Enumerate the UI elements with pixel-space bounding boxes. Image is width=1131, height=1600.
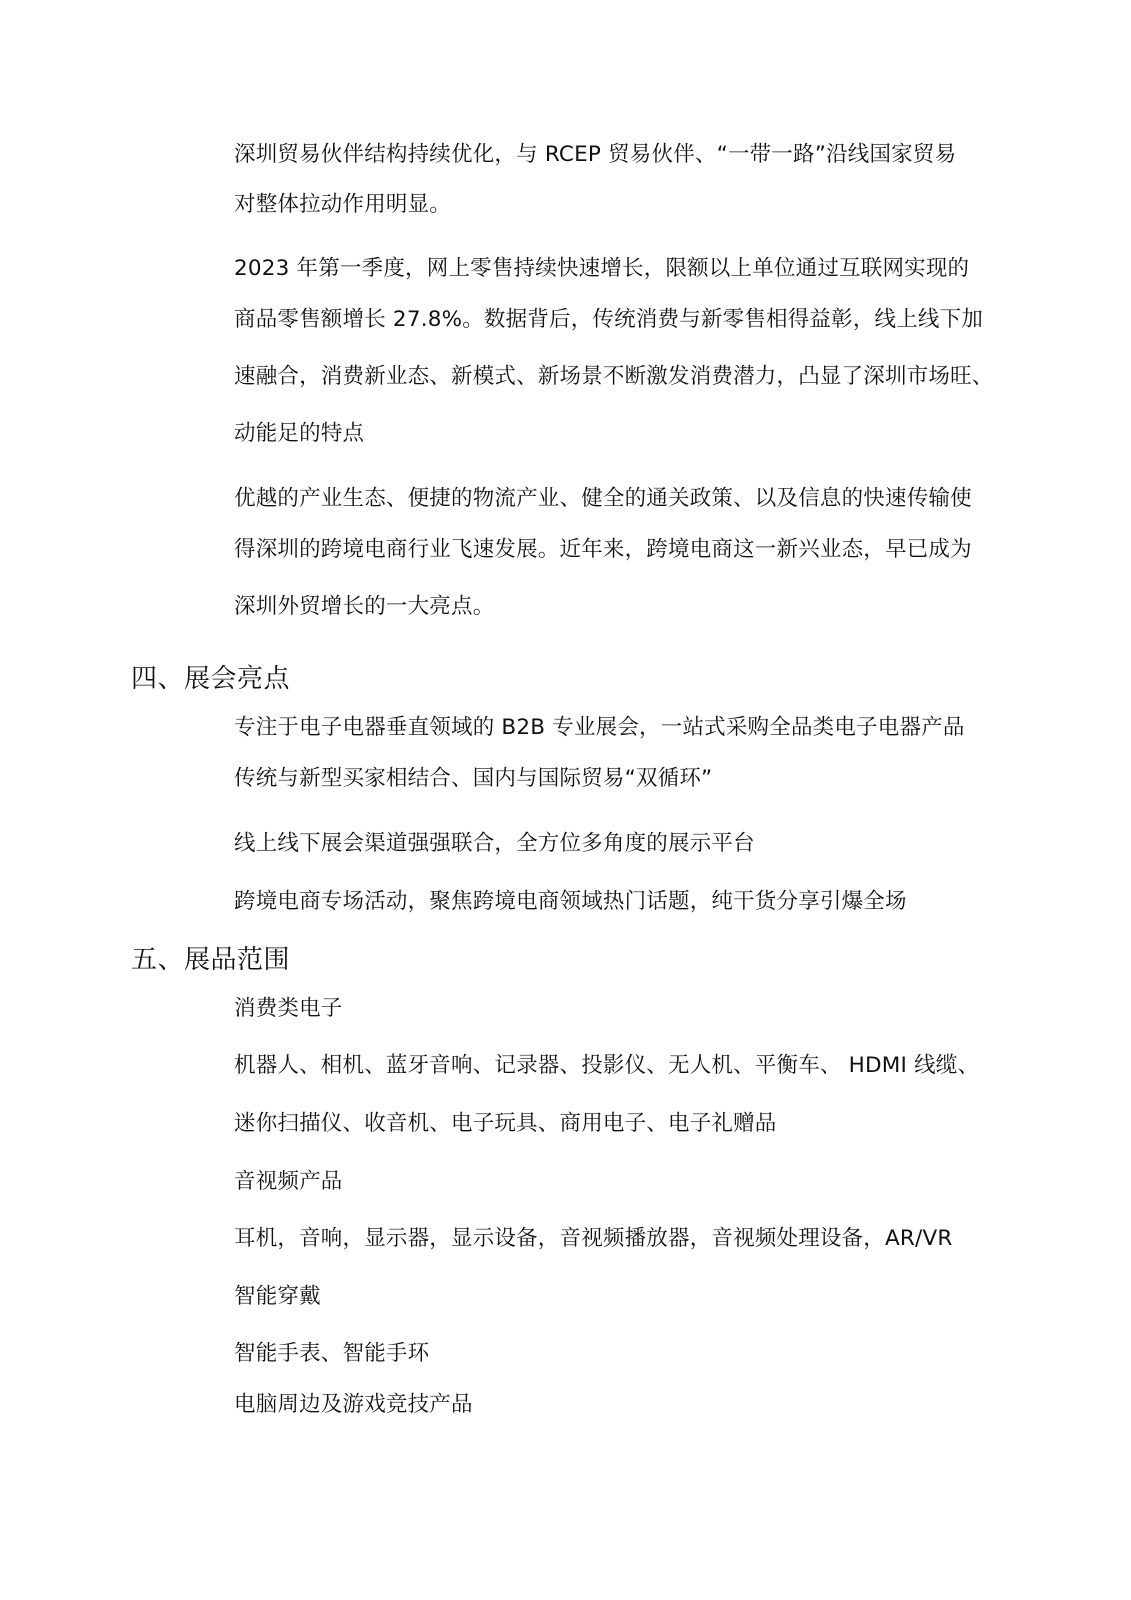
paragraph-line: 速融合，消费新业态、新模式、新场景不断激发消费潜力，凸显了深圳市场旺、 bbox=[234, 364, 994, 389]
paragraph-line: 2023 年第一季度，网上零售持续快速增长，限额以上单位通过互联网实现的 bbox=[234, 256, 970, 281]
paragraph-line: 优越的产业生态、便捷的物流产业、健全的通关政策、以及信息的快速传输使 bbox=[234, 486, 972, 511]
highlight-item: 跨境电商专场活动，聚焦跨境电商领域热门话题，纯干货分享引爆全场 bbox=[234, 889, 907, 914]
paragraph-line: 深圳外贸增长的一大亮点。 bbox=[234, 594, 495, 619]
category-title: 消费类电子 bbox=[234, 996, 343, 1021]
highlight-item: 专注于电子电器垂直领域的 B2B 专业展会，一站式采购全品类电子电器产品 bbox=[234, 715, 965, 740]
category-items: 迷你扫描仪、收音机、电子玩具、商用电子、电子礼赠品 bbox=[234, 1111, 777, 1136]
section-heading: 五、展品范围 bbox=[131, 945, 291, 975]
paragraph-line: 商品零售额增长 27.8%。数据背后，传统消费与新零售相得益彰，线上线下加 bbox=[234, 307, 984, 332]
category-items: 耳机，音响，显示器，显示设备，音视频播放器，音视频处理设备，AR/VR bbox=[234, 1226, 953, 1251]
category-title: 电脑周边及游戏竞技产品 bbox=[234, 1392, 473, 1417]
paragraph-line: 得深圳的跨境电商行业飞速发展。近年来，跨境电商这一新兴业态，早已成为 bbox=[234, 537, 972, 562]
paragraph-line: 动能足的特点 bbox=[234, 421, 365, 446]
section-heading: 四、展会亮点 bbox=[131, 664, 291, 694]
highlight-item: 传统与新型买家相结合、国内与国际贸易“双循环” bbox=[234, 766, 713, 791]
highlight-item: 线上线下展会渠道强强联合，全方位多角度的展示平台 bbox=[234, 831, 755, 856]
category-title: 音视频产品 bbox=[234, 1169, 343, 1194]
paragraph-line: 对整体拉动作用明显。 bbox=[234, 192, 452, 217]
category-items: 机器人、相机、蓝牙音响、记录器、投影仪、无人机、平衡车、 HDMI 线缆、 bbox=[234, 1053, 980, 1078]
category-title: 智能穿戴 bbox=[234, 1284, 321, 1309]
paragraph-line: 深圳贸易伙伴结构持续优化，与 RCEP 贸易伙伴、“一带一路”沿线国家贸易 bbox=[234, 142, 957, 167]
category-items: 智能手表、智能手环 bbox=[234, 1341, 430, 1366]
